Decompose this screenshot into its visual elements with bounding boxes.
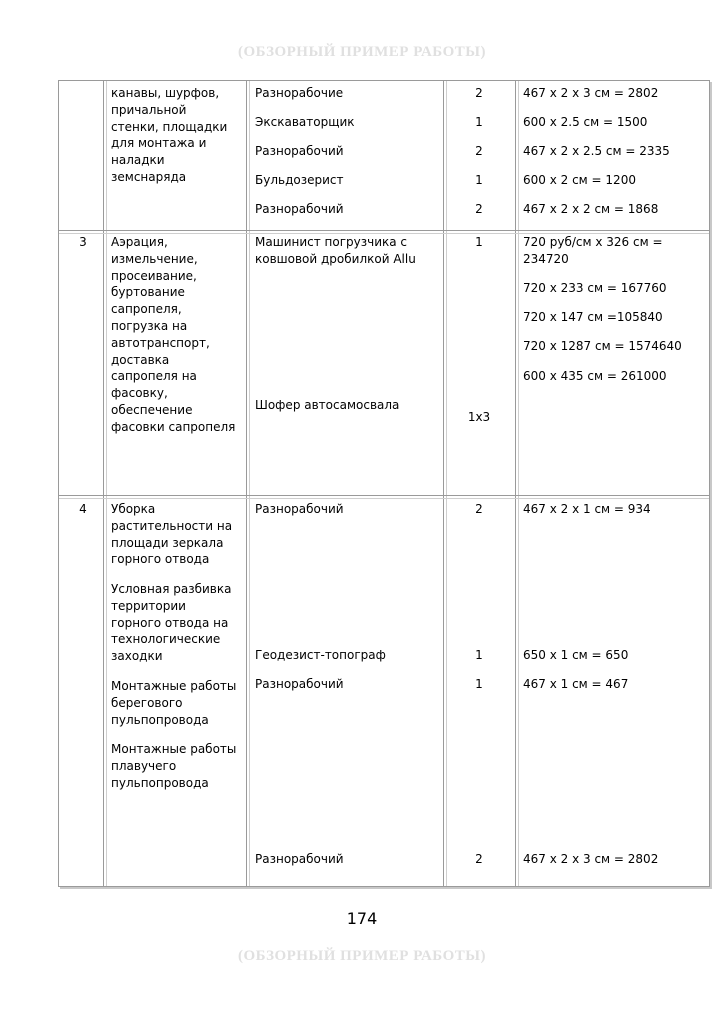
table-cell-qty: 1 (475, 648, 483, 662)
table-cell-calc: 650 х 1 см = 650 (523, 648, 629, 662)
table-cell-work: канавы, шурфов, причальной стенки, площадки для монтажа и наладки земснаряда (111, 86, 228, 184)
table-cell-role: Разнорабочий (255, 677, 344, 691)
table-cell-qty: 1 (475, 115, 483, 129)
table-cell-qty: 2 (475, 144, 483, 158)
table-cell-calc: 600 х 2.5 см = 1500 (523, 115, 648, 129)
table-cell-role: Машинист погрузчика с ковшовой дробилкой Allu (255, 235, 416, 266)
table-cell-calc: 467 х 1 см = 467 (523, 677, 629, 691)
table-cell-calc: 720 х 1287 см = 1574640 (523, 339, 682, 353)
table-cell-calc: 600 х 2 см = 1200 (523, 173, 636, 187)
table-cell-calc: 600 х 435 см = 261000 (523, 369, 667, 383)
table-cell-qty: 2 (475, 86, 483, 100)
table-cell-qty: 1 (475, 235, 483, 249)
col-divider (103, 81, 107, 886)
table-cell-work: Монтажные работы берегового пульпопровода (111, 679, 237, 727)
table-cell-calc: 467 х 2 х 1 см = 934 (523, 502, 651, 516)
table-cell-work: Условная разбивка территории горного отвода на технологические заходки (111, 582, 232, 664)
table-cell-qty: 1 (475, 173, 483, 187)
table-cell-role: Разнорабочий (255, 502, 344, 516)
table-cell-role: Шофер автосамосвала (255, 398, 400, 412)
table-cell-calc: 720 х 147 см =105840 (523, 310, 663, 324)
table-cell-num: 3 (79, 235, 87, 249)
row-divider (59, 495, 709, 499)
table-cell-calc: 467 х 2 х 3 см = 2802 (523, 852, 659, 866)
table-cell-work: Аэрация, измельчение, просеивание, буртование сапропеля, погрузка на автотранспорт, доставка сапропеля на фасовку, обеспечение фасовки сапропеля (111, 235, 236, 434)
work-table (58, 80, 710, 887)
col-divider (246, 81, 250, 886)
table-cell-calc: 467 х 2 х 2 см = 1868 (523, 202, 659, 216)
table-cell-role: Бульдозерист (255, 173, 344, 187)
table-cell-calc: 720 х 233 см = 167760 (523, 281, 667, 295)
col-divider (443, 81, 447, 886)
table-cell-num: 4 (79, 502, 87, 516)
table-cell-role: Разнорабочий (255, 852, 344, 866)
table-cell-work: Монтажные работы плавучего пульпопровода (111, 742, 237, 790)
table-cell-qty: 2 (475, 202, 483, 216)
table-cell-qty: 1х3 (467, 410, 491, 424)
table-cell-calc: 467 х 2 х 3 см = 2802 (523, 86, 659, 100)
col-divider (515, 81, 519, 886)
page-number: 174 (346, 909, 378, 928)
watermark-bottom: (ОБЗОРНЫЙ ПРИМЕР РАБОТЫ) (237, 948, 486, 964)
table-cell-role: Разнорабочие (255, 86, 344, 100)
table-cell-calc: 467 х 2 х 2.5 см = 2335 (523, 144, 670, 158)
table-cell-qty: 2 (475, 852, 483, 866)
watermark-top: (ОБЗОРНЫЙ ПРИМЕР РАБОТЫ) (237, 44, 486, 60)
table-cell-work: Уборка растительности на площади зеркала горного отвода (111, 502, 233, 567)
table-cell-calc: 720 руб/см х 326 см = 234720 (523, 235, 663, 266)
table-cell-role: Экскаваторщик (255, 115, 355, 129)
table-cell-qty: 2 (475, 502, 483, 516)
table-cell-qty: 1 (475, 677, 483, 691)
table-cell-role: Разнорабочий (255, 202, 344, 216)
table-cell-role: Разнорабочий (255, 144, 344, 158)
table-cell-role: Геодезист-топограф (255, 648, 386, 662)
